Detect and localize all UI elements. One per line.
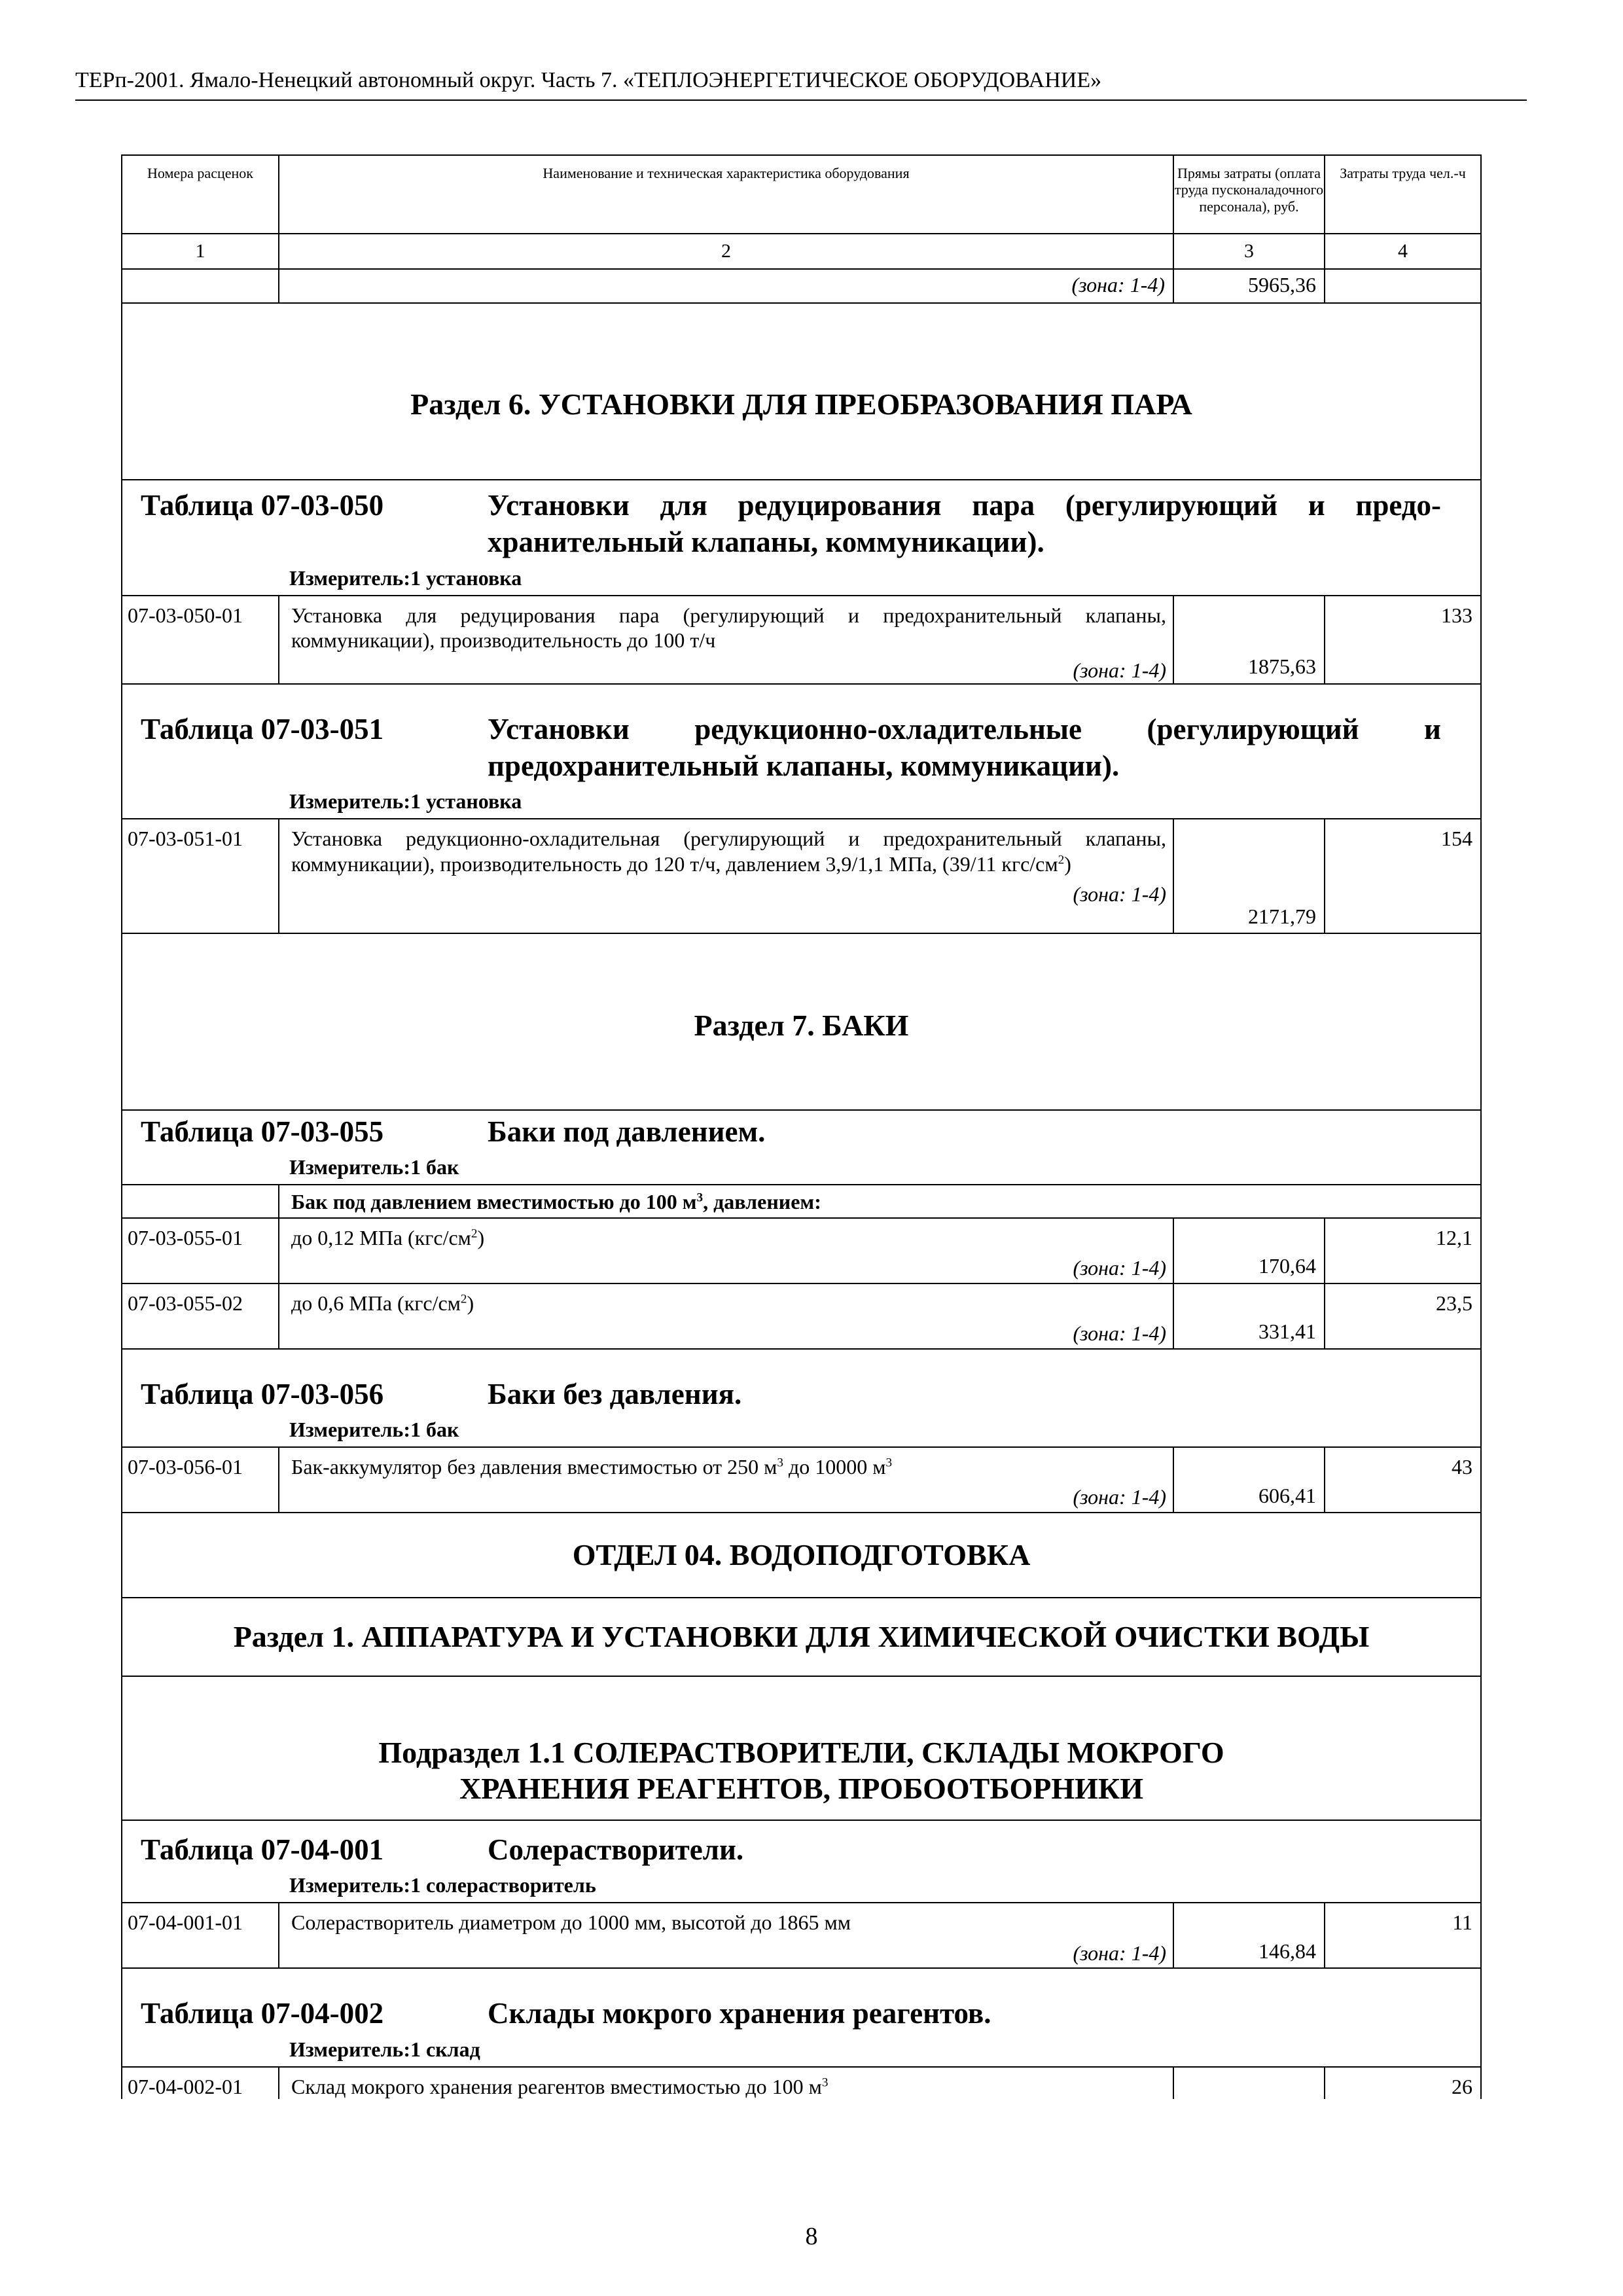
rate-description: Установка для редуцирования пара (регулирующий и предохранительный клапаны, коммуникации), производительность до 100 т/ч: [291, 603, 1166, 652]
table-row: [122, 1218, 1481, 1283]
rate-code: 07-03-056-01: [122, 1447, 279, 1513]
zone-label: (зона: 1-4): [1073, 882, 1166, 906]
table-title: Установки редукционно-охладительные (регулирующий и предохранительный клапаны, коммуникации).: [488, 712, 1441, 782]
subheading-row: [122, 1185, 1481, 1217]
subheading-text: Бак под давлением вместимостью до 100 м: [291, 1190, 697, 1214]
rate-code: 07-03-055-01: [122, 1218, 279, 1283]
rate-description-cont: до 10000 м: [783, 1455, 886, 1479]
table-heading-row: [122, 684, 1481, 819]
table-row: [122, 1447, 1481, 1513]
labor-value: 154: [1325, 819, 1481, 933]
rate-description: до 0,6 МПа (кгс/см: [291, 1291, 461, 1315]
rates-table: [121, 154, 1482, 2099]
measure-unit: Измеритель:1 установка: [289, 789, 522, 814]
labor-value: 23,5: [1325, 1283, 1481, 1349]
department-04-title: ОТДЕЛ 04. ВОДОПОДГОТОВКА: [122, 1513, 1481, 1598]
superscript: 3: [821, 2075, 829, 2089]
labor-value: 43: [1325, 1447, 1481, 1513]
table-heading-row: [122, 1968, 1481, 2066]
rate-description: Бак-аккумулятор без давления вместимостью от 250 м: [291, 1455, 777, 1479]
measure-unit: Измеритель:1 бак: [289, 1418, 459, 1442]
rate-description: Склад мокрого хранения реагентов вместимостью до 100 м: [291, 2074, 822, 2098]
paren: ): [467, 1291, 474, 1315]
subheading-text-end: , давлением:: [703, 1190, 821, 1214]
subsection-1-1-title: Подраздел 1.1 СОЛЕРАСТВОРИТЕЛИ, СКЛАДЫ МОКРОГО ХРАНЕНИЯ РЕАГЕНТОВ, ПРОБООТБОРНИКИ: [122, 1676, 1481, 1820]
measure-unit: Измеритель:1 бак: [289, 1155, 459, 1179]
zone-label: (зона: 1-4): [1071, 273, 1165, 296]
section-1-title: Раздел 1. АППАРАТУРА И УСТАНОВКИ ДЛЯ ХИМИЧЕСКОЙ ОЧИСТКИ ВОДЫ: [122, 1598, 1481, 1676]
department-heading-row: [122, 1513, 1481, 1598]
col-header-direct-costs: Прямы затраты (оплата труда пусконаладочного персонала), руб.: [1173, 155, 1325, 234]
rate-code: 07-03-051-01: [122, 819, 279, 933]
table-row: [122, 819, 1481, 933]
table-title: Баки без давления.: [488, 1377, 742, 1410]
price-value: 1875,63: [1248, 655, 1316, 679]
section-7-title: Раздел 7. БАКИ: [122, 933, 1481, 1110]
table-number: Таблица 07-03-055: [141, 1115, 384, 1149]
table-row: [122, 596, 1481, 684]
col-header-labor: Затраты труда чел.-ч: [1325, 155, 1481, 234]
rate-description-end: ): [1064, 852, 1071, 876]
measure-unit: Измеритель:1 склад: [289, 2037, 480, 2061]
price-value: 2171,79: [1248, 904, 1316, 928]
rate-code: 07-04-001-01: [122, 1903, 279, 1968]
superscript: 3: [885, 1456, 893, 1470]
col-number-2: 2: [279, 234, 1173, 269]
table-row: [122, 1903, 1481, 1968]
price-value: 170,64: [1258, 1254, 1316, 1278]
section-heading-row: [122, 1598, 1481, 1676]
rate-description: Установка редукционно-охладительная (регулирующий и предохранительный клапаны, коммуникации), производительность до 120 т/ч, давлением 3,9/1,1 МПа, (39/11 кгс/см: [291, 827, 1166, 876]
col-header-codes: Номера расценок: [122, 155, 279, 234]
measure-unit: Измеритель:1 установка: [289, 565, 522, 590]
table-heading-row: [122, 480, 1481, 596]
col-header-name: Наименование и техническая характеристика оборудования: [279, 155, 1173, 234]
section-heading-row: [122, 303, 1481, 480]
col-number-1: 1: [122, 234, 279, 269]
zone-label: (зона: 1-4): [1073, 1485, 1166, 1509]
table-title: Склады мокрого хранения реагентов.: [488, 1997, 991, 2030]
column-header-row: [122, 155, 1481, 234]
zone-label: (зона: 1-4): [1073, 1941, 1166, 1965]
table-number: Таблица 07-04-001: [141, 1833, 384, 1867]
rate-code: 07-03-050-01: [122, 596, 279, 684]
table-title: Солерастворители.: [488, 1833, 744, 1867]
section-6-title: Раздел 6. УСТАНОВКИ ДЛЯ ПРЕОБРАЗОВАНИЯ ПАРА: [122, 303, 1481, 480]
superscript: 2: [460, 1292, 467, 1306]
price-value: 331,41: [1258, 1319, 1316, 1344]
zone-label: (зона: 1-4): [1073, 658, 1166, 683]
page-header: ТЕРп-2001. Ямало-Ненецкий автономный округ. Часть 7. «ТЕПЛОЭНЕРГЕТИЧЕСКОЕ ОБОРУДОВАНИЕ»: [75, 69, 1527, 101]
superscript: 3: [777, 1456, 783, 1470]
table-number: Таблица 07-03-050: [141, 489, 384, 522]
column-number-row: [122, 234, 1481, 269]
labor-value: 12,1: [1325, 1218, 1481, 1283]
zone-label: (зона: 1-4): [1073, 1321, 1166, 1346]
rate-description: Солерастворитель диаметром до 1000 мм, высотой до 1865 мм: [291, 1910, 851, 1935]
price-value: 606,41: [1258, 1483, 1316, 1507]
carryover-row: [122, 269, 1481, 303]
price-value: 146,84: [1258, 1939, 1316, 1963]
measure-unit: Измеритель:1 солерастворитель: [289, 1873, 596, 1897]
superscript: 2: [471, 1227, 478, 1241]
labor-value: 11: [1325, 1903, 1481, 1968]
table-heading-row: [122, 1110, 1481, 1185]
rate-code: 07-03-055-02: [122, 1283, 279, 1349]
table-heading-row: [122, 1820, 1481, 1903]
table-title: Установки для редуцирования пара (регулирующий и предохранительный клапаны, коммуникации).: [488, 489, 1441, 559]
table-row: [122, 2067, 1481, 2099]
superscript: 3: [696, 1191, 704, 1205]
page-number: 8: [805, 2223, 818, 2250]
table-title: Баки под давлением.: [488, 1115, 766, 1149]
table-row: [122, 1283, 1481, 1349]
paren: ): [477, 1225, 485, 1249]
col-number-3: 3: [1173, 234, 1325, 269]
rate-code: 07-04-002-01: [122, 2067, 279, 2099]
labor-value: 133: [1325, 596, 1481, 684]
section-heading-row: [122, 933, 1481, 1110]
col-number-4: 4: [1325, 234, 1481, 269]
subsection-heading-row: [122, 1676, 1481, 1820]
labor-value: 26: [1325, 2067, 1481, 2099]
table-number: Таблица 07-03-051: [141, 712, 384, 745]
superscript: 2: [1058, 852, 1065, 867]
table-heading-row: [122, 1349, 1481, 1447]
table-number: Таблица 07-03-056: [141, 1377, 384, 1410]
rate-description: до 0,12 МПа (кгс/см: [291, 1225, 471, 1249]
price-value: 5965,36: [1248, 273, 1316, 296]
zone-label: (зона: 1-4): [1073, 1256, 1166, 1280]
table-number: Таблица 07-04-002: [141, 1997, 384, 2030]
